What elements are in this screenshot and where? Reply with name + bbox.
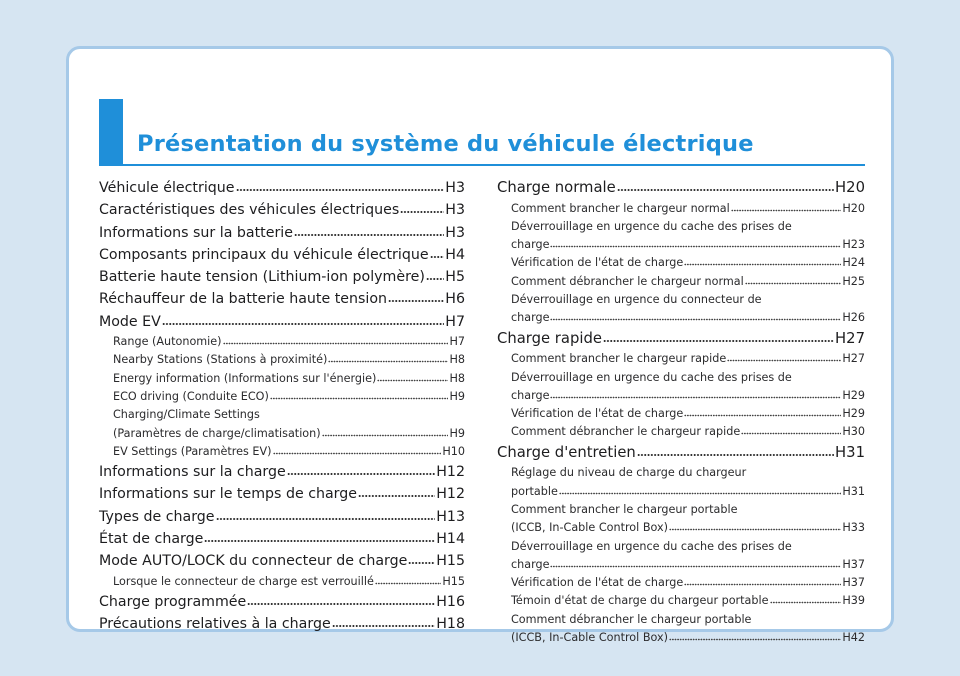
toc-subentry[interactable]: Déverrouillage en urgence du cache des prises de bbox=[511, 219, 792, 233]
toc-entry-title: portable bbox=[511, 484, 558, 498]
toc-subentry[interactable]: Comment brancher le chargeur portable bbox=[511, 502, 738, 516]
toc-page-number: H3 bbox=[445, 202, 465, 219]
toc-entry[interactable] bbox=[99, 591, 465, 613]
dot-leader bbox=[322, 434, 449, 437]
toc-entry-title: (Paramètres de charge/climatisation) bbox=[113, 426, 321, 440]
dot-leader bbox=[328, 360, 448, 363]
toc-entry-title: charge bbox=[511, 238, 550, 252]
toc-page-number: H30 bbox=[842, 425, 865, 439]
toc-page-number: H15 bbox=[436, 553, 465, 570]
title-accent-bar bbox=[99, 99, 123, 165]
dot-leader bbox=[162, 322, 444, 326]
toc-entry-title: Comment brancher le chargeur normal bbox=[511, 201, 730, 215]
toc-entry-title: Charge d'entretien bbox=[497, 443, 636, 461]
toc-entry-title: Energy information (Informations sur l'énergie) bbox=[113, 371, 377, 385]
toc-entry-title: Informations sur la batterie bbox=[99, 224, 293, 241]
toc-page-number: H20 bbox=[842, 201, 865, 215]
toc-entry-title: Réchauffeur de la batterie haute tension bbox=[99, 291, 387, 308]
toc-subentry[interactable] bbox=[497, 574, 865, 592]
toc-subentry[interactable] bbox=[497, 483, 865, 501]
toc-entry-title: Charge rapide bbox=[497, 329, 602, 347]
toc-subentry[interactable] bbox=[497, 254, 865, 272]
toc-subentry[interactable] bbox=[497, 273, 865, 291]
dot-leader bbox=[377, 379, 448, 382]
toc-entry-title: charge bbox=[511, 557, 550, 571]
toc-subentry[interactable] bbox=[497, 423, 865, 441]
toc-page-number: H13 bbox=[436, 508, 465, 525]
dot-leader bbox=[731, 209, 842, 212]
toc-page-number: H4 bbox=[445, 246, 465, 263]
toc-subentry[interactable]: Déverrouillage en urgence du cache des prises de bbox=[511, 370, 792, 384]
toc-entry-title: Nearby Stations (Stations à proximité) bbox=[113, 353, 328, 367]
dot-leader bbox=[550, 318, 841, 321]
dot-leader bbox=[400, 210, 444, 214]
toc-page-number: H27 bbox=[842, 352, 865, 366]
dot-leader bbox=[684, 263, 841, 266]
dot-leader bbox=[247, 602, 435, 606]
dot-leader bbox=[358, 494, 435, 498]
toc-subentry[interactable] bbox=[99, 425, 465, 443]
toc-page-number: H15 bbox=[442, 574, 465, 588]
toc-entry-title: Types de charge bbox=[99, 508, 215, 525]
toc-subentry[interactable] bbox=[99, 443, 465, 461]
toc-page-number: H39 bbox=[842, 594, 865, 608]
toc-page-number: H29 bbox=[842, 407, 865, 421]
toc-subentry[interactable] bbox=[497, 387, 865, 405]
toc-page-number: H33 bbox=[842, 521, 865, 535]
toc-entry[interactable] bbox=[99, 461, 465, 483]
toc-entry-title: Range (Autonomie) bbox=[113, 335, 222, 349]
toc-subentry[interactable] bbox=[497, 556, 865, 574]
dot-leader bbox=[332, 624, 436, 628]
toc-entry[interactable] bbox=[99, 222, 465, 244]
toc-entry-title: Informations sur le temps de charge bbox=[99, 486, 358, 503]
toc-page-number: H8 bbox=[449, 371, 465, 385]
dot-leader bbox=[375, 582, 441, 585]
toc-subentry[interactable] bbox=[497, 200, 865, 218]
toc-page-number: H37 bbox=[842, 576, 865, 590]
toc-entry-title: (ICCB, In-Cable Control Box) bbox=[511, 521, 668, 535]
toc-subentry[interactable]: Déverrouillage en urgence du cache des prises de bbox=[511, 539, 792, 553]
dot-leader bbox=[669, 528, 841, 531]
toc-entry-title: Vérification de l'état de charge bbox=[511, 256, 684, 270]
toc-page-number: H14 bbox=[436, 531, 465, 548]
toc-subentry[interactable]: Déverrouillage en urgence du connecteur de bbox=[511, 293, 762, 307]
toc-entry-title: (ICCB, In-Cable Control Box) bbox=[511, 631, 668, 645]
toc-subentry[interactable]: Charging/Climate Settings bbox=[113, 408, 260, 422]
dot-leader bbox=[287, 472, 436, 476]
toc-page-number: H26 bbox=[842, 311, 865, 325]
toc-page-number: H18 bbox=[436, 616, 465, 633]
title-rule bbox=[99, 164, 865, 166]
toc-entry-title: Informations sur la charge bbox=[99, 464, 286, 481]
toc-entry[interactable] bbox=[99, 311, 465, 333]
toc-entry[interactable] bbox=[497, 328, 865, 351]
toc-entry[interactable] bbox=[497, 177, 865, 200]
toc-subentry[interactable] bbox=[497, 405, 865, 423]
toc-page-number: H7 bbox=[445, 313, 465, 330]
toc-entry[interactable] bbox=[99, 199, 465, 221]
toc-page-number: H12 bbox=[436, 486, 465, 503]
dot-leader bbox=[637, 453, 834, 457]
toc-page-number: H42 bbox=[842, 631, 865, 645]
toc-entry[interactable] bbox=[99, 528, 465, 550]
toc-entry-title: charge bbox=[511, 388, 550, 402]
toc-subentry[interactable] bbox=[497, 592, 865, 610]
toc-page-number: H5 bbox=[445, 269, 465, 286]
dot-leader bbox=[550, 565, 841, 568]
dot-leader bbox=[236, 188, 445, 192]
toc-entry[interactable] bbox=[99, 266, 465, 288]
page-title: Présentation du système du véhicule électrique bbox=[137, 131, 754, 157]
toc-entry-title: Comment débrancher le chargeur rapide bbox=[511, 425, 741, 439]
toc-subentry[interactable] bbox=[497, 309, 865, 327]
toc-subentry[interactable] bbox=[99, 351, 465, 369]
toc-subentry[interactable]: Réglage du niveau de charge du chargeur bbox=[511, 466, 747, 480]
toc-entry-title: Composants principaux du véhicule électrique bbox=[99, 246, 429, 263]
dot-leader bbox=[216, 517, 436, 521]
toc-page-number: H25 bbox=[842, 274, 865, 288]
toc-entry-title: Véhicule électrique bbox=[99, 180, 235, 196]
toc-entry-title: Vérification de l'état de charge bbox=[511, 407, 684, 421]
toc-page-number: H31 bbox=[835, 443, 865, 461]
toc-entry-title: Batterie haute tension (Lithium-ion polymère) bbox=[99, 269, 425, 286]
toc-entry-title: Caractéristiques des véhicules électriques bbox=[99, 202, 400, 219]
toc-entry-title: Mode EV bbox=[99, 313, 161, 330]
toc-entry-title: Témoin d'état de charge du chargeur portable bbox=[511, 594, 769, 608]
dot-leader bbox=[684, 583, 841, 586]
toc-entry[interactable] bbox=[99, 177, 465, 199]
toc-entry[interactable] bbox=[99, 288, 465, 310]
toc-subentry[interactable] bbox=[497, 350, 865, 368]
toc-entry-title: Précautions relatives à la charge bbox=[99, 616, 331, 633]
dot-leader bbox=[741, 432, 841, 435]
dot-leader bbox=[270, 397, 449, 400]
toc-page-number: H3 bbox=[445, 180, 465, 196]
dot-leader bbox=[430, 255, 445, 259]
toc-page-number: H16 bbox=[436, 593, 465, 610]
toc-page-number: H3 bbox=[445, 224, 465, 241]
toc-page-number: H20 bbox=[835, 179, 865, 196]
dot-leader bbox=[426, 277, 444, 281]
toc-page-number: H29 bbox=[842, 388, 865, 402]
toc-page-number: H12 bbox=[436, 464, 465, 481]
toc-entry-title: Lorsque le connecteur de charge est verrouillé bbox=[113, 574, 374, 588]
toc-page-number: H23 bbox=[842, 238, 865, 252]
toc-page-number: H6 bbox=[445, 291, 465, 308]
manual-page bbox=[66, 46, 894, 645]
toc-entry-title: Vérification de l'état de charge bbox=[511, 576, 684, 590]
toc-entry-title: charge bbox=[511, 311, 550, 325]
dot-leader bbox=[745, 282, 842, 285]
toc-entry[interactable] bbox=[99, 244, 465, 266]
toc-subentry[interactable] bbox=[99, 333, 465, 351]
dot-leader bbox=[617, 188, 834, 192]
toc-left-column bbox=[99, 177, 465, 636]
toc-entry[interactable] bbox=[99, 613, 465, 635]
toc-subentry[interactable]: Comment débrancher le chargeur portable bbox=[511, 612, 752, 626]
toc-subentry[interactable] bbox=[99, 573, 465, 591]
dot-leader bbox=[388, 299, 444, 303]
dot-leader bbox=[603, 339, 834, 343]
toc-right-column bbox=[497, 177, 865, 647]
toc-entry[interactable] bbox=[497, 442, 865, 465]
toc-page-number: H27 bbox=[835, 329, 865, 347]
toc-page-number: H24 bbox=[842, 256, 865, 270]
dot-leader bbox=[204, 539, 435, 543]
dot-leader bbox=[294, 233, 444, 237]
toc-page-number: H31 bbox=[842, 484, 865, 498]
toc-entry-title: État de charge bbox=[99, 531, 204, 548]
dot-leader bbox=[684, 414, 841, 417]
toc-page-number: H9 bbox=[449, 389, 465, 403]
toc-subentry[interactable] bbox=[497, 519, 865, 537]
dot-leader bbox=[223, 342, 449, 345]
dot-leader bbox=[770, 601, 842, 604]
toc-entry-title: ECO driving (Conduite ECO) bbox=[113, 389, 269, 403]
toc-subentry[interactable] bbox=[99, 388, 465, 406]
dot-leader bbox=[408, 561, 435, 565]
toc-subentry[interactable] bbox=[497, 629, 865, 647]
toc-entry-title: Charge normale bbox=[497, 179, 616, 196]
dot-leader bbox=[669, 638, 841, 641]
dot-leader bbox=[727, 359, 841, 362]
toc-subentry[interactable] bbox=[99, 370, 465, 388]
dot-leader bbox=[273, 452, 442, 455]
toc-page-number: H9 bbox=[449, 426, 465, 440]
toc-entry-title: Comment débrancher le chargeur normal bbox=[511, 274, 744, 288]
toc-entry-title: Charge programmée bbox=[99, 593, 247, 610]
toc-page-number: H7 bbox=[449, 335, 465, 349]
dot-leader bbox=[550, 396, 841, 399]
toc-entry[interactable] bbox=[99, 483, 465, 505]
toc-entry-title: EV Settings (Paramètres EV) bbox=[113, 444, 272, 458]
dot-leader bbox=[550, 245, 841, 248]
toc-subentry[interactable] bbox=[497, 236, 865, 254]
toc-page-number: H8 bbox=[449, 353, 465, 367]
dot-leader bbox=[559, 492, 841, 495]
toc-page-number: H37 bbox=[842, 557, 865, 571]
toc-entry-title: Comment brancher le chargeur rapide bbox=[511, 352, 727, 366]
toc-entry[interactable] bbox=[99, 506, 465, 528]
toc-page-number: H10 bbox=[442, 444, 465, 458]
toc-entry-title: Mode AUTO/LOCK du connecteur de charge bbox=[99, 553, 408, 570]
toc-entry[interactable] bbox=[99, 550, 465, 572]
